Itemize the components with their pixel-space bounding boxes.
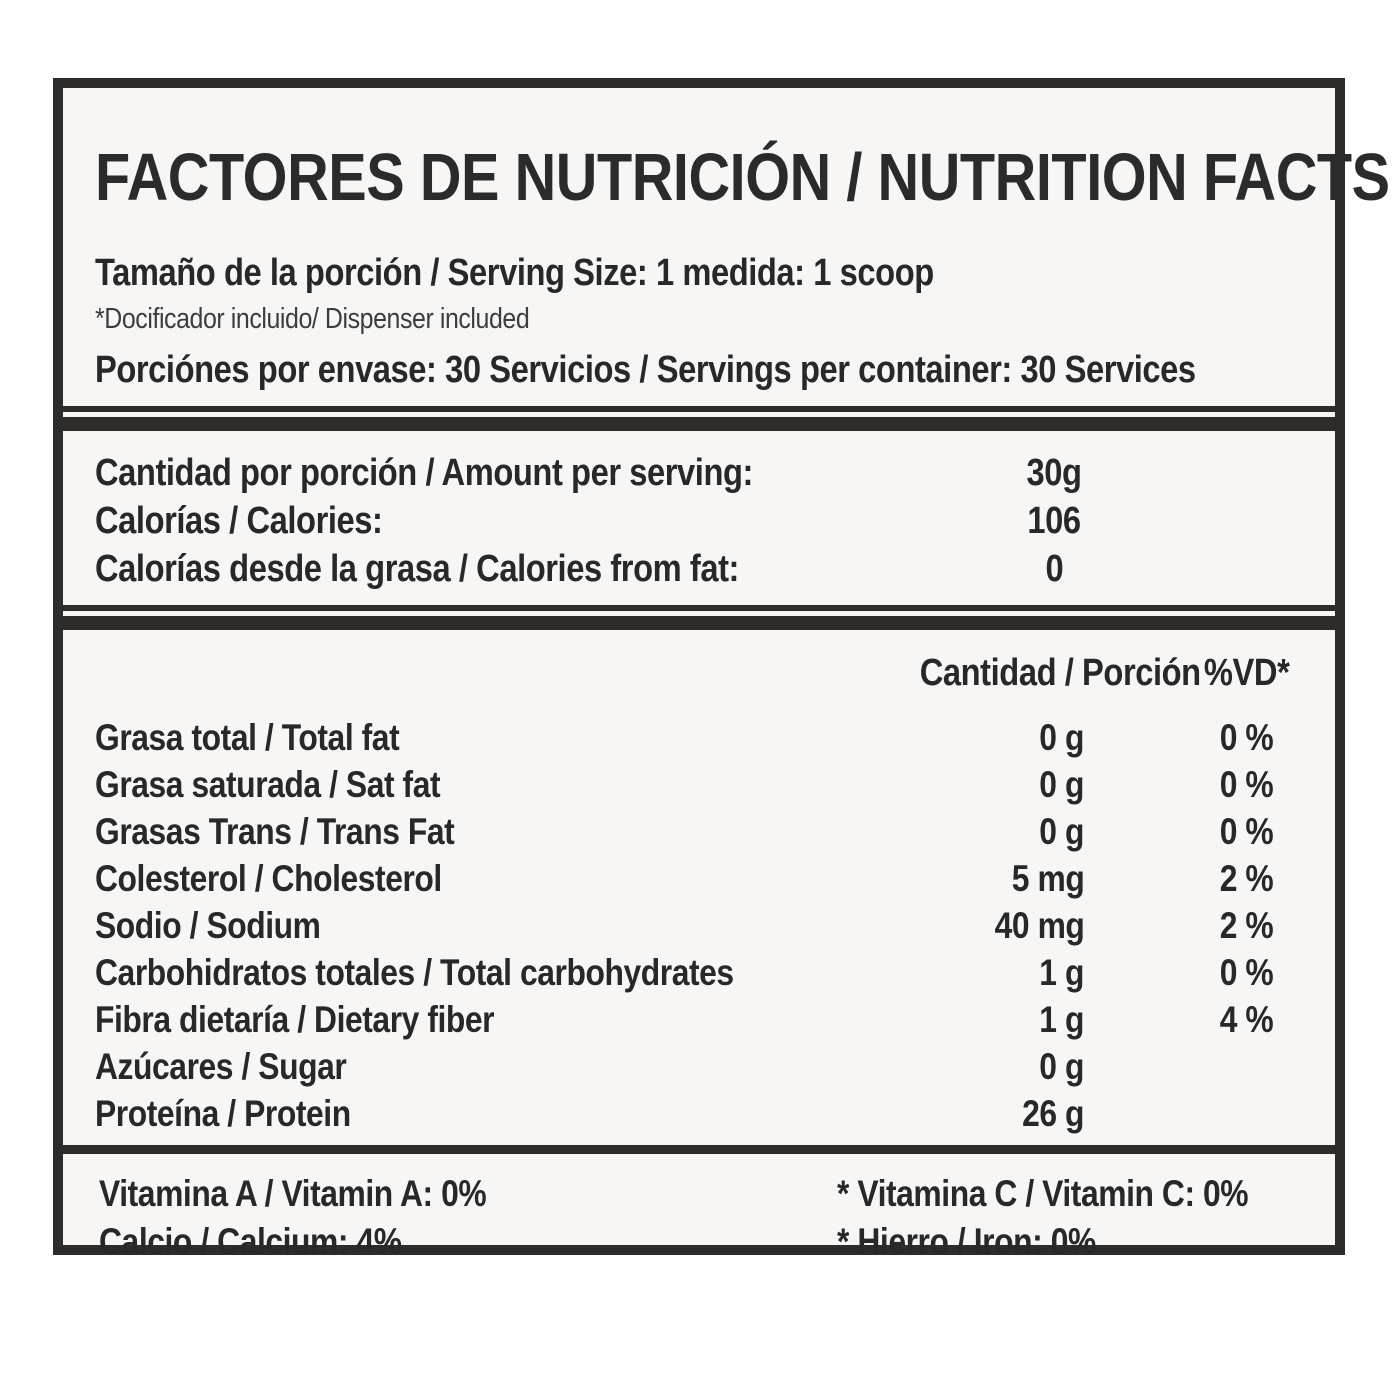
nutrient-row bbox=[95, 1043, 1289, 1090]
nutrient-dv bbox=[1114, 949, 1289, 996]
nutrient-label bbox=[95, 855, 874, 902]
iron-entry bbox=[837, 1218, 1289, 1266]
nutrient-dv-text: 2 % bbox=[1219, 905, 1273, 946]
amount-row-label-text: Cantidad por porción / Amount per serving: bbox=[95, 452, 753, 494]
column-header-amount-text: Cantidad / Porción bbox=[919, 652, 1201, 694]
nutrition-facts-label bbox=[53, 78, 1390, 1262]
nutrient-amount bbox=[874, 1090, 1114, 1137]
amount-row-value bbox=[929, 545, 1179, 593]
nutrient-row bbox=[95, 761, 1289, 808]
nutrient-amount bbox=[874, 808, 1114, 855]
nutrient-label-text: Proteína / Protein bbox=[95, 1093, 351, 1134]
amount-row bbox=[95, 497, 1289, 545]
serving-size-line bbox=[95, 250, 1295, 296]
amount-row-label bbox=[95, 449, 929, 497]
nutrient-amount-text: 0 g bbox=[1039, 764, 1084, 805]
nutrient-dv-text: 2 % bbox=[1219, 858, 1273, 899]
dispenser-note-line bbox=[95, 302, 1295, 336]
amount-row-value-text: 106 bbox=[1027, 500, 1081, 542]
nutrient-label-text: Carbohidratos totales / Total carbohydrates bbox=[95, 952, 734, 993]
vitamins-row bbox=[99, 1170, 1289, 1218]
serving-size-text: Tamaño de la porción / Serving Size: 1 medida: 1 scoop bbox=[95, 252, 934, 294]
nutrient-amount-text: 0 g bbox=[1039, 717, 1084, 758]
nutrient-label-text: Azúcares / Sugar bbox=[95, 1046, 347, 1087]
nutrient-label bbox=[95, 996, 874, 1043]
nutrient-amount bbox=[874, 714, 1114, 761]
nutrient-label bbox=[95, 714, 874, 761]
nutrient-row bbox=[95, 714, 1289, 761]
nutrient-row bbox=[95, 996, 1289, 1043]
nutrient-row bbox=[95, 855, 1289, 902]
nutrient-label bbox=[95, 761, 874, 808]
nutrient-dv-text: 0 % bbox=[1219, 764, 1273, 805]
nutrient-amount-text: 5 mg bbox=[1011, 858, 1084, 899]
nutrients-header-row bbox=[95, 652, 1289, 694]
nutrient-label-text: Fibra dietaría / Dietary fiber bbox=[95, 999, 495, 1040]
page-title bbox=[95, 140, 1390, 215]
nutrient-label-text: Grasas Trans / Trans Fat bbox=[95, 811, 455, 852]
nutrient-row bbox=[95, 808, 1289, 855]
nutrient-dv bbox=[1114, 761, 1289, 808]
nutrient-label bbox=[95, 808, 874, 855]
nutrient-dv bbox=[1114, 714, 1289, 761]
servings-per-container-text: Porciónes por envase: 30 Servicios / Servings per container: 30 Services bbox=[95, 349, 1196, 391]
section-divider bbox=[63, 605, 1335, 630]
vitamins-section bbox=[63, 1154, 1335, 1266]
amount-row-value bbox=[929, 497, 1179, 545]
nutrient-amount bbox=[874, 949, 1114, 996]
nutrient-amount-text: 0 g bbox=[1039, 811, 1084, 852]
nutrient-dv bbox=[1114, 808, 1289, 855]
nutrient-label-text: Sodio / Sodium bbox=[95, 905, 321, 946]
amount-row-label-text: Calorías / Calories: bbox=[95, 500, 383, 542]
vitamin-c-text: * Vitamina C / Vitamin C: 0% bbox=[836, 1173, 1248, 1214]
nutrient-dv-text: 4 % bbox=[1219, 999, 1273, 1040]
nutrient-label-text: Grasa saturada / Sat fat bbox=[95, 764, 441, 805]
nutrient-amount-text: 1 g bbox=[1039, 952, 1084, 993]
vitamin-a-entry bbox=[99, 1170, 837, 1218]
nutrient-row bbox=[95, 949, 1289, 996]
nutrient-label bbox=[95, 902, 874, 949]
nutrient-row bbox=[95, 1090, 1289, 1137]
column-header-dv-text: %VD* bbox=[1203, 652, 1289, 694]
nutrient-row bbox=[95, 902, 1289, 949]
nutrient-dv bbox=[1114, 1043, 1289, 1090]
vitamins-row bbox=[99, 1218, 1289, 1266]
column-header-amount bbox=[874, 652, 1201, 694]
vitamin-a-text: Vitamina A / Vitamin A: 0% bbox=[99, 1173, 487, 1214]
amount-per-serving-section bbox=[63, 431, 1335, 593]
vitamin-c-entry bbox=[837, 1170, 1289, 1218]
nutrient-label-text: Grasa total / Total fat bbox=[95, 717, 400, 758]
nutrient-dv-text: 0 % bbox=[1219, 811, 1273, 852]
section-divider bbox=[63, 1145, 1335, 1154]
amount-row-value bbox=[929, 449, 1179, 497]
amount-row bbox=[95, 449, 1289, 497]
amount-row-label bbox=[95, 545, 929, 593]
calcium-text: Calcio / Calcium: 4% bbox=[99, 1221, 402, 1262]
nutrient-dv bbox=[1114, 902, 1289, 949]
nutrient-amount-text: 0 g bbox=[1039, 1046, 1084, 1087]
amount-row bbox=[95, 545, 1289, 593]
nutrient-label bbox=[95, 1043, 874, 1090]
amount-row-label bbox=[95, 497, 929, 545]
section-divider bbox=[63, 406, 1335, 431]
nutrient-dv-text: 0 % bbox=[1219, 952, 1273, 993]
iron-text: * Hierro / Iron: 0% bbox=[836, 1221, 1096, 1262]
nutrient-dv bbox=[1114, 855, 1289, 902]
page-title-text: FACTORES DE NUTRICIÓN / NUTRITION FACTS bbox=[95, 140, 1390, 215]
nutrients-section bbox=[63, 630, 1335, 1137]
nutrient-label bbox=[95, 1090, 874, 1137]
nutrient-label bbox=[95, 949, 874, 996]
header-section bbox=[63, 88, 1390, 394]
nutrient-amount bbox=[874, 1043, 1114, 1090]
nutrient-dv bbox=[1114, 996, 1289, 1043]
nutrient-amount bbox=[874, 855, 1114, 902]
nutrient-amount bbox=[874, 902, 1114, 949]
nutrient-amount-text: 40 mg bbox=[994, 905, 1084, 946]
servings-per-container-line bbox=[95, 346, 1295, 394]
dispenser-note-text: *Docificador incluido/ Dispenser included bbox=[95, 303, 530, 335]
nutrient-amount bbox=[874, 761, 1114, 808]
nutrient-dv-text: 0 % bbox=[1219, 717, 1273, 758]
calcium-entry bbox=[99, 1218, 837, 1266]
nutrient-amount-text: 1 g bbox=[1039, 999, 1084, 1040]
nutrient-amount-text: 26 g bbox=[1022, 1093, 1084, 1134]
nutrient-label-text: Colesterol / Cholesterol bbox=[95, 858, 442, 899]
amount-row-value-text: 0 bbox=[1045, 548, 1063, 590]
nutrient-dv bbox=[1114, 1090, 1289, 1137]
nutrient-amount bbox=[874, 996, 1114, 1043]
amount-row-value-text: 30g bbox=[1026, 452, 1082, 494]
amount-row-label-text: Calorías desde la grasa / Calories from fat: bbox=[95, 548, 740, 590]
